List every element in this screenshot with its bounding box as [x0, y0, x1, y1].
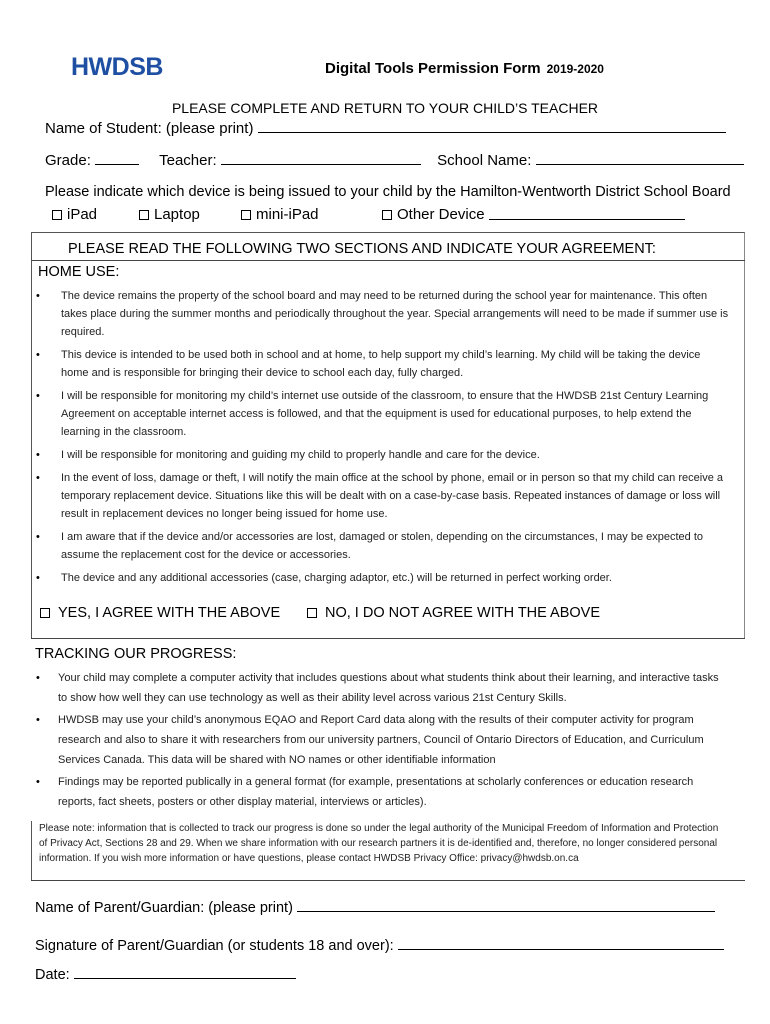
- date-row: [35, 967, 296, 983]
- teacher-label: Teacher:: [159, 152, 217, 169]
- hwdsb-logo: HWDSB: [71, 53, 163, 81]
- ipad-checkbox[interactable]: [52, 210, 62, 220]
- home-use-item: • In the event of loss, damage or theft, I will notify the main office at the school by phone, email or in person so that my child can receive a temporary replacement device. Situations like this will be dealt with on a case-by-case basis. Repeated instances of damage or loss will result in replacement devices no longer being issued for home use.: [36, 472, 723, 520]
- form-title: [325, 60, 604, 77]
- student-name-field[interactable]: [258, 132, 726, 133]
- teacher-field[interactable]: [221, 164, 421, 165]
- home-use-item: • This device is intended to be used both in school and at home, to help support my child’s learning. My child will be taking the device home and is responsible for bringing their device to school each day, fully charged.: [36, 349, 701, 379]
- student-name-row: [45, 120, 726, 137]
- grade-field[interactable]: [95, 164, 139, 165]
- tracking-item: • HWDSB may use your child’s anonymous EQAO and Report Card data along with the results of their computer activity for program research and also to share it with researchers from our university partners, Council of Ontario Directors of Education, and Curriculum Services Canada. This data will be shared with NO names or other identifiable information: [36, 714, 704, 766]
- agree-checkbox[interactable]: [40, 608, 50, 618]
- parent-name-label: Name of Parent/Guardian: (please print): [35, 900, 293, 916]
- device-prompt: Please indicate which device is being issued to your child by the Hamilton-Wentworth District School Board: [45, 184, 731, 200]
- laptop-label: Laptop: [154, 206, 200, 223]
- mini-ipad-checkbox[interactable]: [241, 210, 251, 220]
- signature-row: [35, 938, 724, 954]
- disagree-option[interactable]: [307, 605, 600, 622]
- agree-label: YES, I AGREE WITH THE ABOVE: [58, 605, 281, 621]
- disagree-checkbox[interactable]: [307, 608, 317, 618]
- section-divider: [31, 880, 745, 881]
- laptop-checkbox[interactable]: [139, 210, 149, 220]
- home-use-item: • The device remains the property of the school board and may need to be returned during the school year for maintenance. This often takes place during the summer months and periodically throughout the year. Special arrangements will need to be made if summer use is required.: [36, 290, 729, 338]
- date-field[interactable]: [74, 978, 296, 979]
- device-option-laptop[interactable]: [139, 206, 200, 224]
- student-name-label: Name of Student: (please print): [45, 120, 254, 137]
- school-name-field[interactable]: [536, 164, 744, 165]
- tracking-item: • Findings may be reported publically in a general format (for example, presentations at scholarly conferences or education research reports, fact sheets, posters or other display material, interviews or articles).: [36, 776, 694, 808]
- device-option-other[interactable]: [382, 206, 685, 224]
- device-option-mini-ipad[interactable]: [241, 206, 319, 224]
- school-name-label: School Name:: [437, 152, 532, 169]
- grade-label: Grade:: [45, 152, 91, 169]
- home-use-list: [36, 287, 729, 587]
- mini-ipad-label: mini-iPad: [256, 206, 319, 223]
- tracking-item: • Your child may complete a computer activity that includes questions about what students think about their learning, and interactive tasks to show how well they can use technology as well as their ability level across various 21st Century Skills.: [36, 672, 719, 704]
- home-use-item: • I will be responsible for monitoring and guiding my child to properly handle and care for the device.: [36, 449, 540, 461]
- other-device-checkbox[interactable]: [382, 210, 392, 220]
- return-instruction: PLEASE COMPLETE AND RETURN TO YOUR CHILD’S TEACHER: [171, 100, 599, 116]
- home-use-item: • The device and any additional accessories (case, charging adaptor, etc.) will be returned in perfect working order.: [36, 572, 612, 584]
- section-divider: [31, 260, 745, 261]
- home-use-item: • I will be responsible for monitoring my child’s internet use outside of the classroom, to ensure that the HWDSB 21st Century Learning Agreement on acceptable internet access is followed, and that the equipment is used for educational purposes, to help extend the learning in the classroom.: [36, 390, 709, 438]
- form-year: 2019-2020: [546, 62, 604, 76]
- tracking-list: [36, 668, 730, 812]
- signature-label: Signature of Parent/Guardian (or students 18 and over):: [35, 938, 394, 954]
- home-use-item: • I am aware that if the device and/or accessories are lost, damaged or stolen, depending on the circumstances, I may be expected to assume the replacement cost for the device or accessories.: [36, 531, 704, 561]
- grade-teacher-school-row: [45, 152, 744, 169]
- parent-name-field[interactable]: [297, 911, 715, 912]
- form-title-text: Digital Tools Permission Form: [325, 60, 541, 77]
- agreement-heading: PLEASE READ THE FOLLOWING TWO SECTIONS AND INDICATE YOUR AGREEMENT:: [68, 241, 656, 257]
- ipad-label: iPad: [67, 206, 98, 223]
- other-device-field[interactable]: [489, 219, 685, 220]
- agree-option[interactable]: [40, 605, 280, 622]
- privacy-note: Please note: information that is collected to track our progress is done so under the legal authority of the Municipal Freedom of Information and Protection of Privacy Act, Sections 28 and 29. When we share information with our research partners it is de-identified and, therefore, no longer considered personal information. If you wish more information or have questions, please contact HWDSB Privacy Office: privacy@hwdsb.on.ca: [39, 823, 719, 864]
- section-divider: [31, 638, 745, 639]
- other-device-label: Other Device: [397, 206, 485, 223]
- tracking-title: TRACKING OUR PROGRESS:: [35, 646, 237, 662]
- signature-field[interactable]: [398, 949, 724, 950]
- device-option-ipad[interactable]: [52, 206, 97, 224]
- disagree-label: NO, I DO NOT AGREE WITH THE ABOVE: [325, 605, 601, 621]
- home-use-title: HOME USE:: [38, 264, 120, 280]
- tracking-left-border: [31, 821, 32, 880]
- parent-name-row: [35, 900, 715, 916]
- date-label: Date:: [35, 967, 70, 983]
